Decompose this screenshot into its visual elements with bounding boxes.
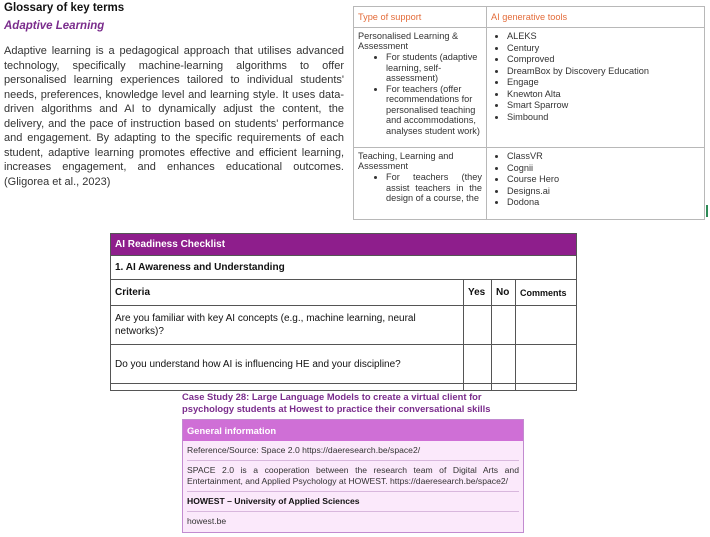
table-row (354, 28, 705, 148)
list-item: • Dodona (507, 197, 700, 209)
case-description: SPACE 2.0 is a cooperation between the research team of Digital Arts and Entertainment, and Applied Psychology at HOWEST. https://daeresearch.be/space2/ (187, 461, 519, 492)
tools-list (491, 151, 700, 209)
list-item: • Smart Sparrow (507, 100, 700, 112)
list-item: • Cognii (507, 163, 700, 175)
table-row (354, 148, 705, 220)
list-item: • Comproved (507, 54, 700, 66)
column-criteria: Criteria (111, 280, 464, 306)
comments-cell[interactable] (516, 345, 577, 384)
list-item: • Engage (507, 77, 700, 89)
glossary-term: Adaptive Learning (4, 20, 105, 32)
table-header-tools: AI generative tools (487, 7, 705, 28)
support-bullets (358, 52, 482, 136)
list-item: • Knewton Alta (507, 89, 700, 101)
list-item: • DreamBox by Discovery Education (507, 66, 700, 78)
table-row (111, 306, 577, 345)
checklist-title: AI Readiness Checklist (111, 234, 577, 256)
case-reference: Reference/Source: Space 2.0 https://daeresearch.be/space2/ (187, 441, 519, 461)
tools-list (491, 31, 700, 123)
support-bullets (358, 172, 482, 204)
list-item: • ALEKS (507, 31, 700, 43)
list-item: • For students (adaptive learning, self-assessment) (386, 52, 482, 84)
support-type: Teaching, Learning and Assessment (358, 151, 454, 172)
case-institution: HOWEST – University of Applied Sciences (187, 492, 519, 512)
yes-cell[interactable] (464, 345, 492, 384)
checklist-section: 1. AI Awareness and Understanding (111, 256, 577, 280)
list-item: • For teachers (they assist teachers in the design of a course, the (386, 172, 482, 204)
glossary-definition: Adaptive learning is a pedagogical approach that utilises advanced technology, specifically machine-learning algorithms to offer personalised learning experiences tailored to individual students' needs, preferences, knowledge level and learning style. It uses data-driven algorithms and AI to dynamically adjust the content, the delivery, and the pace of instruction based on students' performance and engagement. By adapting to the specific requirements of each student, adaptive learning promotes effective and efficient learning, increases engagement, and enhances educational outcomes. (Gligorea et al., 2023) (4, 45, 344, 188)
ai-readiness-checklist (110, 233, 577, 391)
table-row (111, 345, 577, 384)
comments-cell[interactable] (516, 306, 577, 345)
case-study-box (182, 419, 524, 533)
checklist-question: Do you understand how AI is influencing HE and your discipline? (111, 345, 464, 384)
no-cell[interactable] (492, 306, 516, 345)
list-item: • Course Hero (507, 174, 700, 186)
glossary-title: Glossary of key terms (4, 2, 125, 14)
case-box-header: General information (183, 420, 523, 441)
checklist-question: Are you familiar with key AI concepts (e.g., machine learning, neural networks)? (111, 306, 464, 345)
column-yes: Yes (464, 280, 492, 306)
case-study-title: Case Study 28: Large Language Models to create a virtual client for psychology students at Howest to practice their conversational skills (182, 391, 491, 414)
table-header-type: Type of support (354, 7, 487, 28)
scroll-marker (706, 205, 708, 217)
no-cell[interactable] (492, 345, 516, 384)
list-item: • For teachers (offer recommendations for personalised teaching and accommodations, analyses student work) (386, 84, 482, 137)
column-no: No (492, 280, 516, 306)
column-comments: Comments (516, 280, 577, 306)
list-item: • Century (507, 43, 700, 55)
list-item: • ClassVR (507, 151, 700, 163)
yes-cell[interactable] (464, 306, 492, 345)
glossary-section (4, 2, 344, 189)
ai-tools-table (353, 6, 705, 220)
list-item: • Designs.ai (507, 186, 700, 198)
case-website: howest.be (187, 516, 227, 526)
support-type: Personalised Learning & Assessment (358, 31, 459, 51)
list-item: • Simbound (507, 112, 700, 124)
